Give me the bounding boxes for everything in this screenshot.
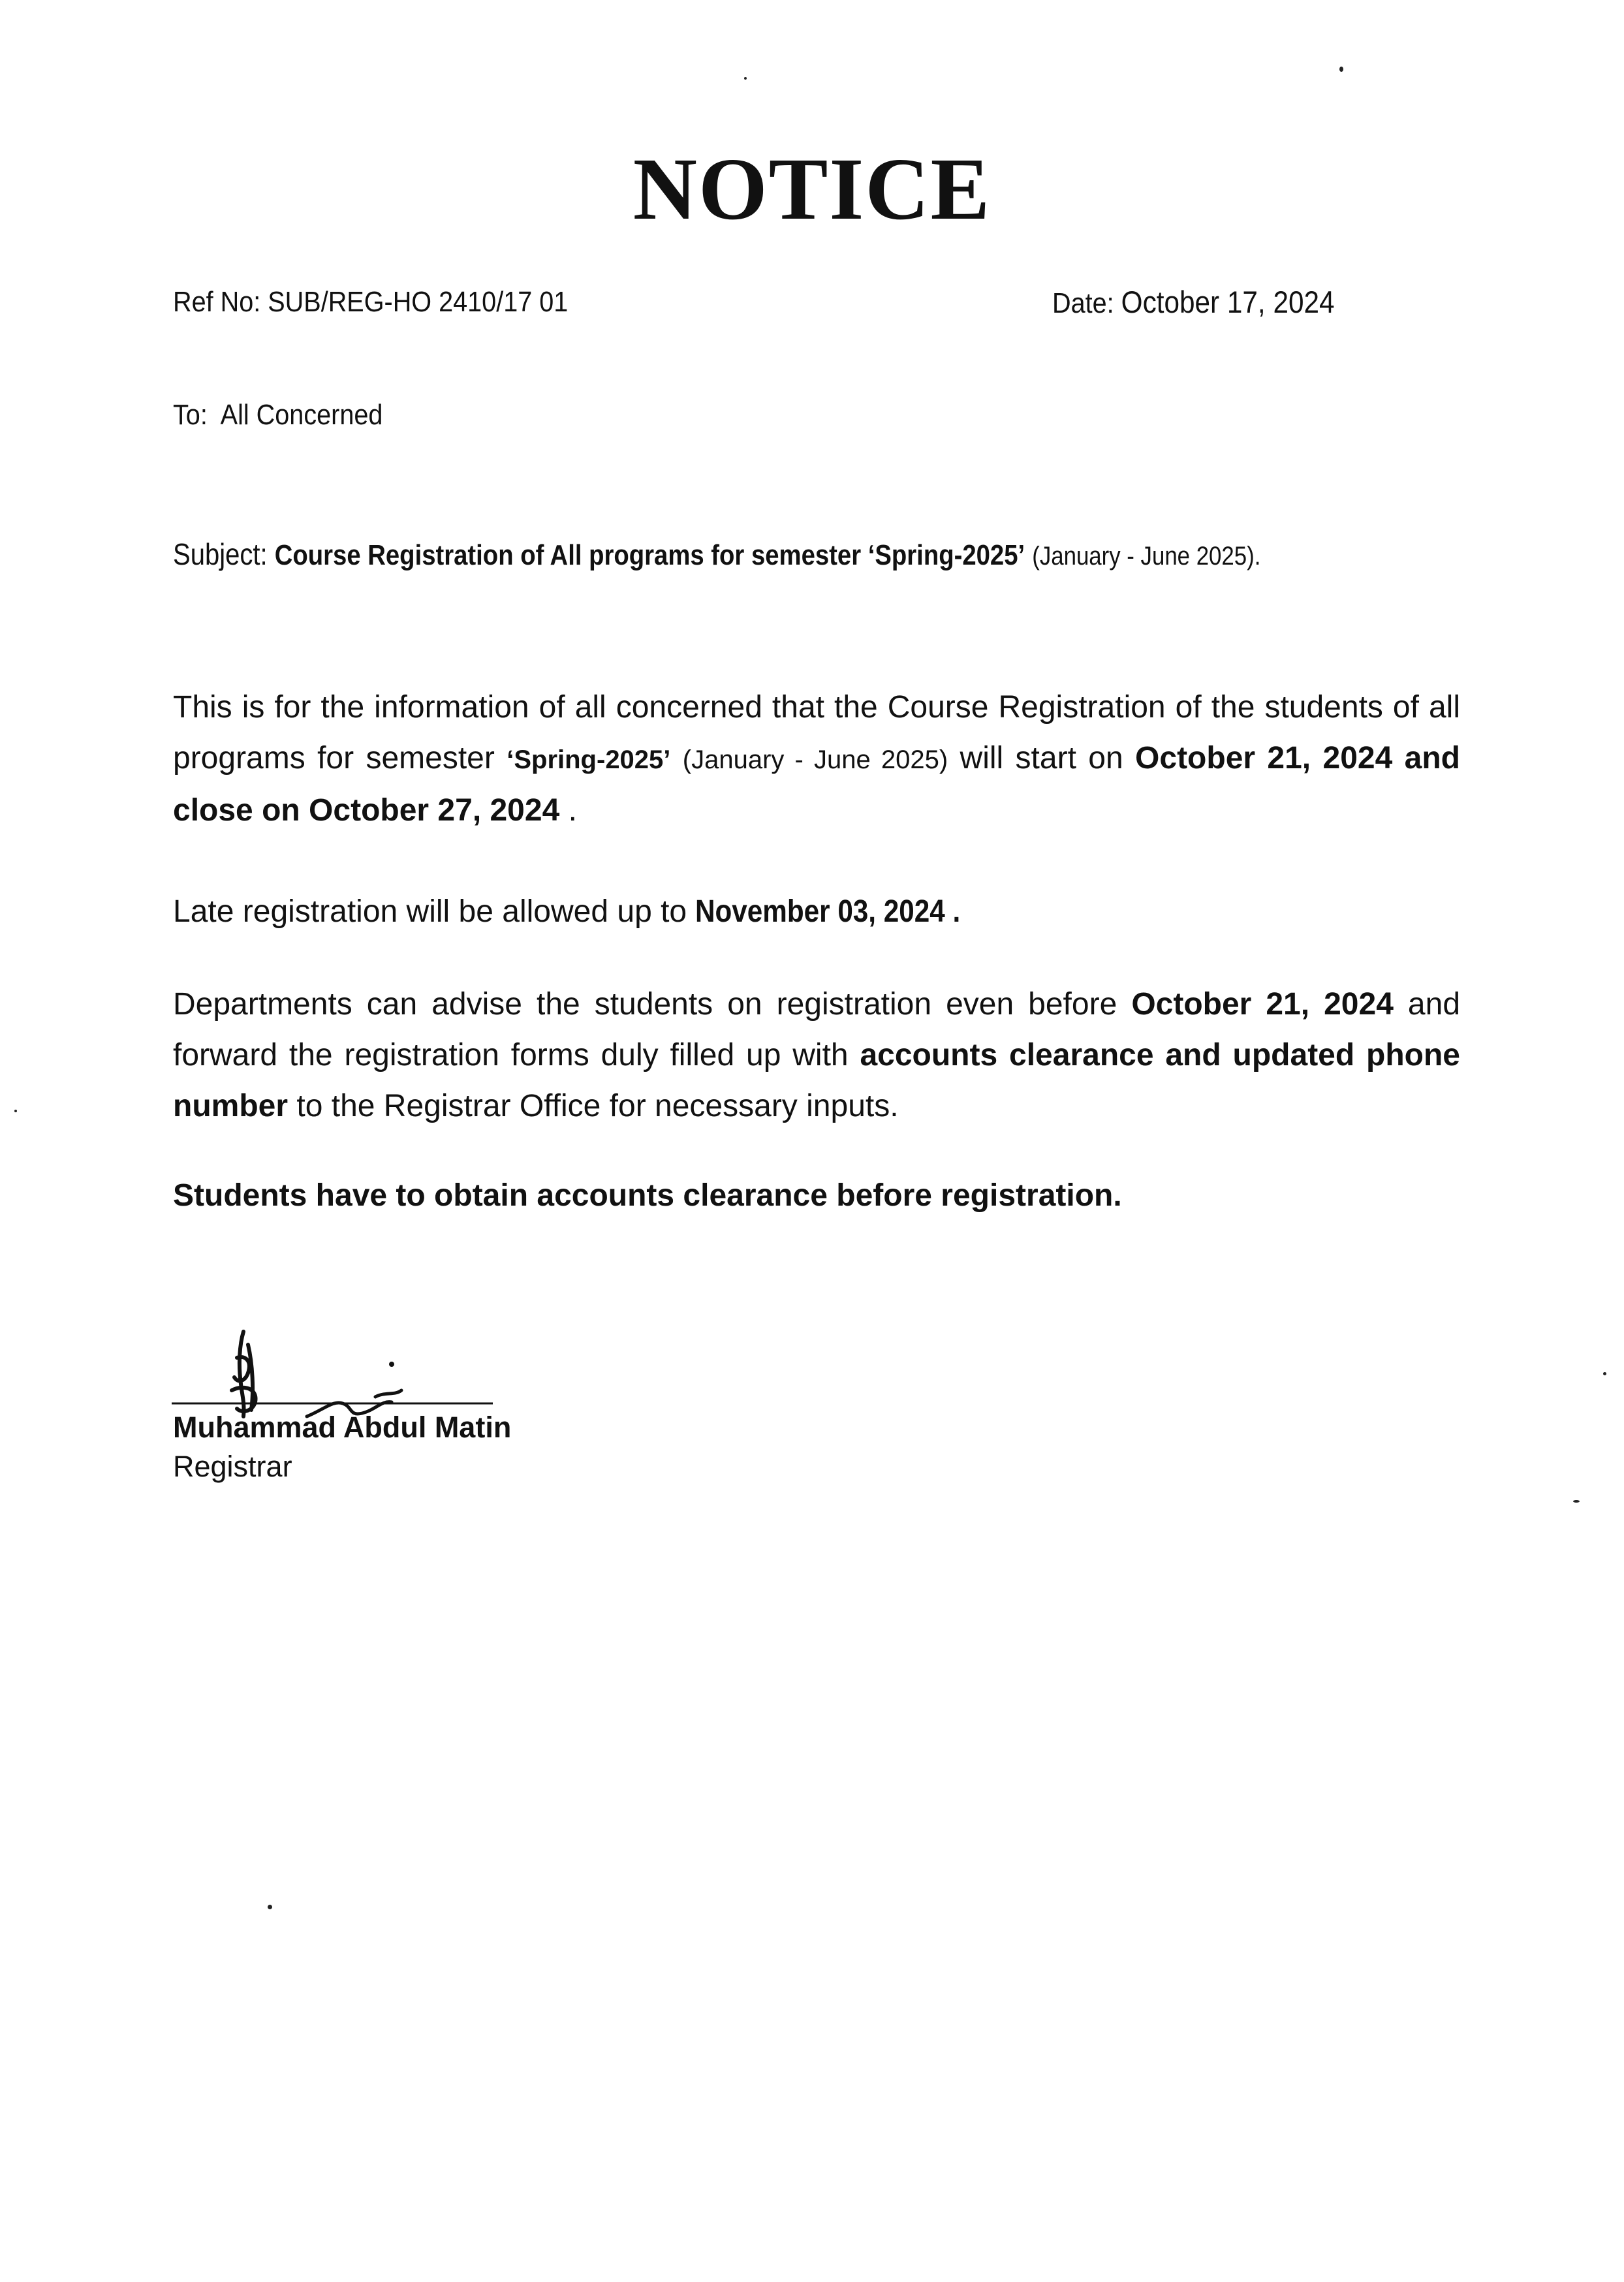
- signatory-name: Muhammad Abdul Matin: [173, 1411, 512, 1444]
- ref-value: SUB/REG-HO 2410/17 01: [268, 286, 569, 318]
- subject-label: Subject:: [173, 537, 268, 571]
- subject-line: [173, 534, 1260, 576]
- clearance-paragraph: Students have to obtain accounts clearance before registration.: [173, 1178, 1122, 1213]
- reference-number: [173, 283, 568, 322]
- date-label: Date:: [1052, 287, 1114, 319]
- p1-semester: ‘Spring-2025’: [507, 745, 671, 774]
- p1-dates: October 21, 2024 and close on October 27, 2024: [173, 741, 1460, 828]
- subject-text: Course Registration of All programs for semester ‘Spring-2025’: [274, 539, 1025, 571]
- recipient-line: [173, 396, 383, 435]
- scan-speck: [1573, 1500, 1580, 1503]
- scan-speck: [744, 77, 747, 80]
- late-registration-paragraph: [173, 886, 1460, 937]
- ref-label: Ref No:: [173, 286, 261, 318]
- p3-date: October 21, 2024: [1131, 987, 1394, 1022]
- p3-end: to the Registrar Office for necessary inputs.: [296, 1089, 899, 1123]
- scan-speck: [268, 1905, 272, 1909]
- scan-speck: [1603, 1372, 1606, 1375]
- p2-date: November 03, 2024 .: [695, 894, 961, 929]
- date-value: October 17, 2024: [1121, 285, 1335, 319]
- signatory-role: Registrar: [173, 1450, 292, 1483]
- scan-speck: [1339, 67, 1343, 72]
- p2-lead: Late registration will be allowed up to: [173, 894, 687, 929]
- p1-end: .: [568, 793, 577, 828]
- p1-mid: will start on: [960, 741, 1123, 775]
- p3-lead: Departments can advise the students on registration even before: [173, 987, 1117, 1022]
- p1-lead: This is for the information of all concerned that the Course Registration of the students of all programs for semester: [173, 690, 1460, 775]
- p1-period: (January - June 2025): [682, 745, 948, 774]
- p3-emphasis: accounts clearance and updated phone number: [173, 1038, 1460, 1123]
- scan-speck: [14, 1110, 17, 1112]
- notice-title: NOTICE: [632, 140, 992, 238]
- advising-paragraph: [173, 979, 1460, 1132]
- to-label: To:: [173, 399, 208, 431]
- to-value: All Concerned: [220, 399, 383, 431]
- notice-date: [1052, 283, 1335, 323]
- subject-period: (January - June 2025).: [1032, 542, 1261, 570]
- registration-paragraph: [173, 682, 1460, 836]
- p3-mid: and forward the registration forms duly filled up with: [173, 987, 1461, 1072]
